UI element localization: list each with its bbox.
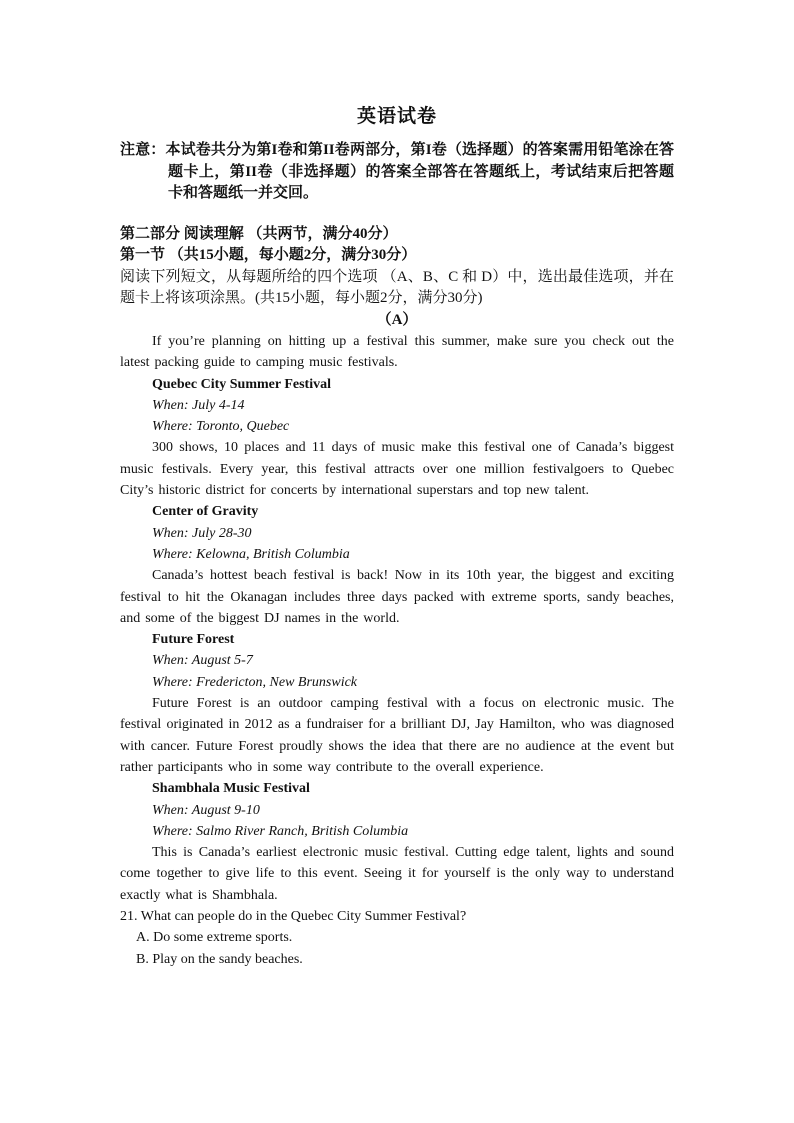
festival-when: When: July 4-14	[152, 397, 245, 413]
festival-description: This is Canada’s earliest electronic music festival. Cutting edge talent, lights and sound come together to give life to this event. Seeing it for yourself is the only way to understand exactly what is Shambhala.	[120, 845, 674, 903]
festival-where: Where: Toronto, Quebec	[152, 419, 290, 435]
passage-intro: If you’re planning on hitting up a festival this summer, make sure you check out the latest packing guide to camping music festivals.	[120, 334, 674, 371]
festival-name: Center of Gravity	[152, 504, 259, 520]
festival-when: When: July 28-30	[152, 525, 252, 541]
festival-when: When: August 5-7	[152, 653, 253, 669]
option-b: B. Play on the sandy beaches.	[136, 951, 303, 967]
part-heading: 第二部分 阅读理解 （共两节，满分40分）	[120, 225, 398, 242]
exam-notice: 注意：本试卷共分为第I卷和第II卷两部分，第I卷（选择题）的答案需用铅笔涂在答题卡上，第II卷（非选择题）的答案全部答在答题纸上，考试结束后把答题卡和答题纸一并交回。	[120, 142, 674, 201]
spacer	[120, 205, 674, 224]
instructions: 阅读下列短文，从每题所给的四个选项 （A、B、C 和 D）中，选出最佳选项，并在题卡上将该项涂黑。(共15小题，每小题2分，满分30分)	[120, 268, 674, 306]
festival-shambhala	[120, 778, 674, 906]
festival-future-forest	[120, 629, 674, 778]
festival-when: When: August 9-10	[152, 802, 260, 818]
festival-where: Where: Salmo River Ranch, British Columbia	[152, 823, 409, 839]
page-title: 英语试卷	[356, 106, 437, 127]
festival-quebec	[120, 374, 674, 502]
festival-where: Where: Fredericton, New Brunswick	[152, 674, 358, 690]
festival-name: Quebec City Summer Festival	[152, 376, 331, 392]
passage-label: （A）	[376, 311, 418, 328]
festival-description: Canada’s hottest beach festival is back! Now in its 10th year, the biggest and exciting festival to hit the Okanagan includes three days packed with extreme sports, sandy beaches, and some of the biggest DJ names in the world.	[120, 568, 674, 626]
festival-name: Shambhala Music Festival	[152, 781, 310, 797]
section-heading: 第一节 （共15小题，每小题2分，满分30分）	[120, 247, 417, 263]
question-text: 21. What can people do in the Quebec City Summer Festival?	[120, 909, 467, 925]
question-21	[120, 906, 674, 970]
festival-name: Future Forest	[152, 632, 235, 648]
festival-description: 300 shows, 10 places and 11 days of music make this festival one of Canada’s biggest music festivals. Every year, this festival attracts over one million festivalgoers to Quebec City’s historic district for concerts by international superstars and top new talent.	[120, 440, 674, 499]
option-a: A. Do some extreme sports.	[136, 930, 293, 946]
exam-page	[120, 104, 674, 970]
festival-center-of-gravity	[120, 501, 674, 629]
festival-where: Where: Kelowna, British Columbia	[152, 546, 350, 562]
festival-description: Future Forest is an outdoor camping festival with a focus on electronic music. The festival originated in 2012 as a fundraiser for a brilliant DJ, Jay Hamilton, who was diagnosed with cancer. Future Forest proudly shows the idea that there are no audience at the event but rather participants who in some way contribute to the overall experience.	[120, 696, 674, 775]
